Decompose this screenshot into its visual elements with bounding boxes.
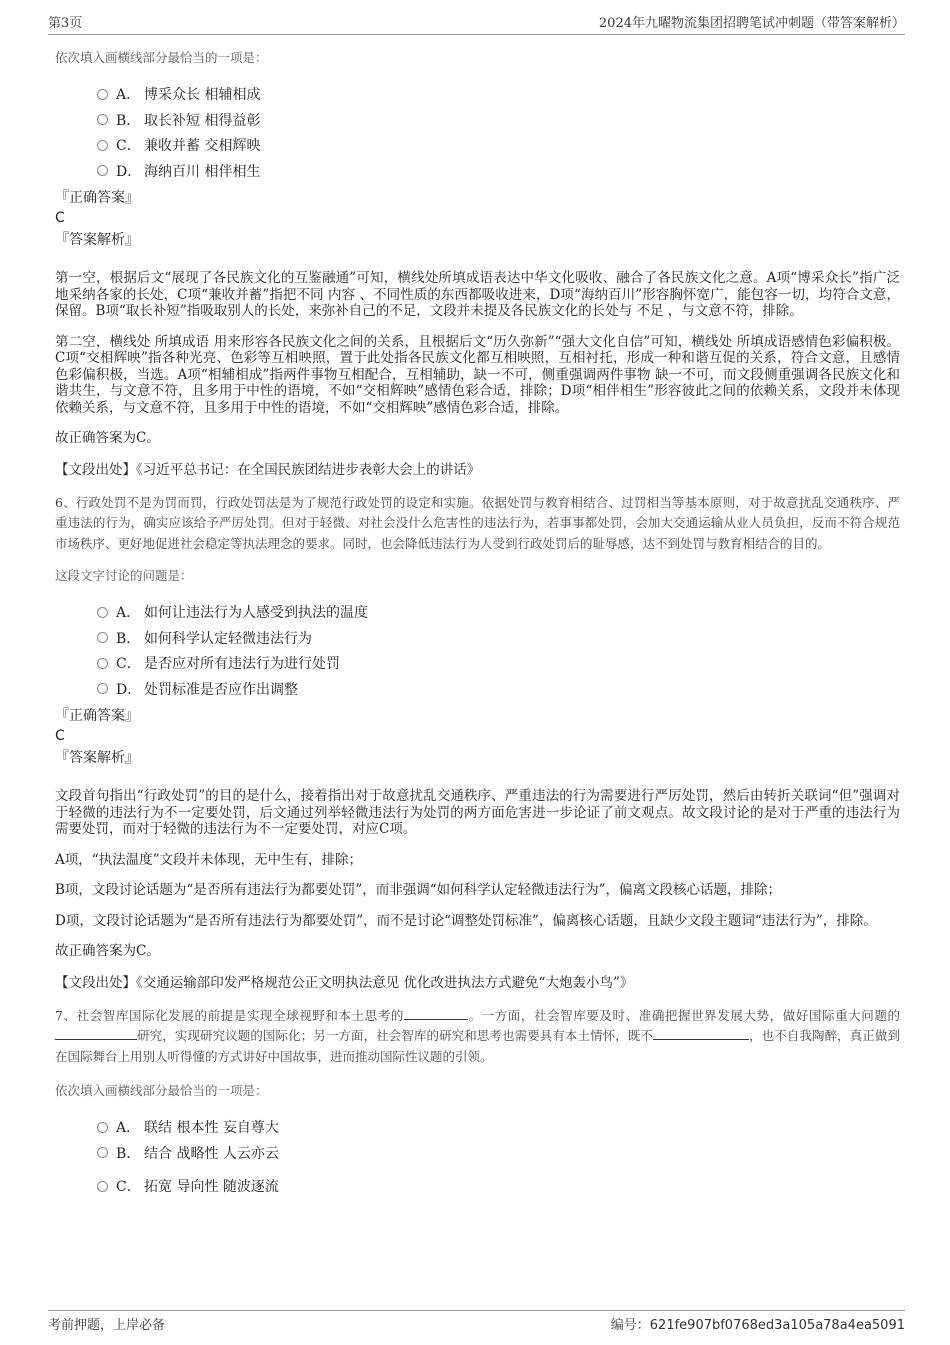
q7-question: 7、社会智库国际化发展的前提是实现全球视野和本土思考的 。一方面，社会智库要及时、准确把握世界发展大势，做好国际重大问题的研究，实现研究议题的国际化；另一方面，社会智库的研究和思考也需要具有本土情怀，既不 ，也不自我陶醉，真正做到在国际舞台上用别人听得懂的方式讲好中国故事，进而推动国际性议题的引领。 [55,1007,900,1064]
radio-icon[interactable] [97,1122,108,1133]
q5-option-a[interactable]: A． 博采众长 相辅相成 [97,84,900,110]
radio-icon[interactable] [97,1181,108,1192]
q6-analysis-paragraph: D项，文段讨论话题为“是否所有违法行为都要处罚”，而不是讨论“调整处罚标准”，偏离核心话题，且缺少文段主题词“违法行为”，排除。 [55,912,877,929]
q5-option-c[interactable]: C． 兼收并蓄 交相辉映 [97,135,900,161]
document-code: 编号：621fe907bf0768ed3a105a78a4ea5091 [610,1318,905,1333]
q5-answer: C [55,210,65,226]
q6-answer-label: 『正确答案』 [55,708,139,724]
radio-icon[interactable] [97,1147,108,1158]
q6-analysis-paragraph: A项，“执法温度”文段并未体现，无中生有，排除； [55,851,363,868]
q6-option-d[interactable]: D． 处罚标准是否应作出调整 [97,679,900,705]
radio-icon[interactable] [97,89,108,100]
fill-blank[interactable] [653,1027,749,1040]
q7-prompt: 依次填入画横线部分最恰当的一项是： [55,1083,268,1098]
q6-option-b[interactable]: B． 如何科学认定轻微违法行为 [97,628,900,654]
q6-analysis-paragraph: 文段首句指出“行政处罚”的目的是什么，接着指出对于故意扰乱交通秩序、严重违法的行为需要进行严厉处罚，然后由转折关联词“但”强调对于轻微的违法行为不一定要处罚，后文通过列举轻微违法行为处罚的两方面危害进一步论证了前文观点。故文段讨论的是对于严重的违法行为需要处罚，而对于轻微的违法行为不一定要处罚，对应C项。 [55,788,900,837]
q6-options [97,602,900,704]
q6-question: 6、行政处罚不是为罚而罚，行政处罚法是为了规范行政处罚的设定和实施。依据处罚与教育相结合、过罚相当等基本原则，对于故意扰乱交通秩序、严重违法的行为，确实应该给予严厉处罚。但对于轻微、对社会没什么危害性的违法行为，若事事都处罚，会加大交通运输从业人员负担，反而不符合规范市场秩序、更好地促进社会稳定等执法理念的要求。同时，也会降低违法行为人受到行政处罚后的耻辱感，达不到处罚与教育相结合的目的。 [55,494,900,551]
q5-option-d[interactable]: D． 海纳百川 相伴相生 [97,161,900,187]
q7-option-a[interactable]: A． 联结 根本性 妄自尊大 [97,1117,900,1143]
q5-source: 【文段出处】《习近平总书记：在全国民族团结进步表彰大会上的讲话》 [55,461,481,478]
q5-options [97,84,900,186]
q5-prompt: 依次填入画横线部分最恰当的一项是： [55,50,268,65]
radio-icon[interactable] [97,140,108,151]
fill-blank[interactable] [55,1027,137,1040]
radio-icon[interactable] [97,607,108,618]
q6-option-c[interactable]: C． 是否应对所有违法行为进行处罚 [97,653,900,679]
page-content [55,38,900,1202]
q7-option-b[interactable]: B． 结合 战略性 人云亦云 [97,1143,900,1169]
q6-analysis-label: 『答案解析』 [55,750,139,766]
q6-source: 【文段出处】《交通运输部印发严格规范公正文明执法意见 优化改进执法方式避免“大炮轰小鸟”》 [55,974,634,991]
q6-option-a[interactable]: A． 如何让违法行为人感受到执法的温度 [97,602,900,628]
page-footer [48,1310,905,1333]
q7-option-c[interactable]: C． 拓宽 导向性 随波逐流 [97,1176,900,1202]
q6-answer: C [55,728,65,744]
q6-analysis-paragraph: B项，文段讨论话题为“是否所有违法行为都要处罚”，而非强调“如何科学认定轻微违法行为”，偏离文段核心话题，排除； [55,882,782,898]
page-number: 第3页 [48,16,83,31]
fill-blank[interactable] [404,1007,468,1020]
radio-icon[interactable] [97,165,108,176]
q6-conclusion: 故正确答案为C。 [55,943,160,959]
radio-icon[interactable] [97,114,108,125]
radio-icon[interactable] [97,658,108,669]
q6-prompt: 这段文字讨论的问题是： [55,568,193,583]
footer-slogan: 考前押题，上岸必备 [48,1318,166,1333]
q5-option-b[interactable]: B． 取长补短 相得益彰 [97,110,900,136]
q5-answer-label: 『正确答案』 [55,190,139,206]
document-title: 2024年九曜物流集团招聘笔试冲刺题（带答案解析） [598,16,905,31]
q5-conclusion: 故正确答案为C。 [55,430,160,446]
radio-icon[interactable] [97,632,108,643]
q5-analysis-paragraph: 第一空，根据后文“展现了各民族文化的互鉴融通”可知，横线处所填成语表达中华文化吸收、融合了各民族文化之意。A项“博采众长”指广泛地采纳各家的长处，C项“兼收并蓄”指把不同 内容 、不同性质的东西都吸收进来，D项“海纳百川”形容胸怀宽广，能包容一切，均符合文意，保留。B项“取长补短”指吸取别人的长处，来弥补自己的不足，文段并未提及各民族文化的长处与 不足 ，与文意不符，排除。 [55,270,900,319]
radio-icon[interactable] [97,683,108,694]
q5-analysis-paragraph: 第二空，横线处 所填成语 用来形容各民族文化之间的关系，且根据后文“历久弥新”“强大文化自信”可知，横线处 所填成语感情色彩偏积极。C项“交相辉映”指各种光亮、色彩等互相映照，置于此处指各民族文化都互相映照，互相衬托，形成一种和谐互促的关系，符合文意，且感情色彩偏积极，当选。A项“相辅相成”指两件事物互相配合，互相辅助，缺一不可，侧重强调两件事物 缺一不可，而文段侧重强调各民族文化和谐共生，与文意不符，且多用于中性的语境，不如“交相辉映”感情色彩合适，排除；D项“相伴相生”形容彼此之间的依赖关系，文段并未体现依赖关系，与文意不符，且多用于中性的语境，不如“交相辉映”感情色彩合适，排除。 [55,333,900,416]
q5-analysis-label: 『答案解析』 [55,232,139,248]
q7-options [97,1117,900,1202]
page-header [48,12,905,35]
